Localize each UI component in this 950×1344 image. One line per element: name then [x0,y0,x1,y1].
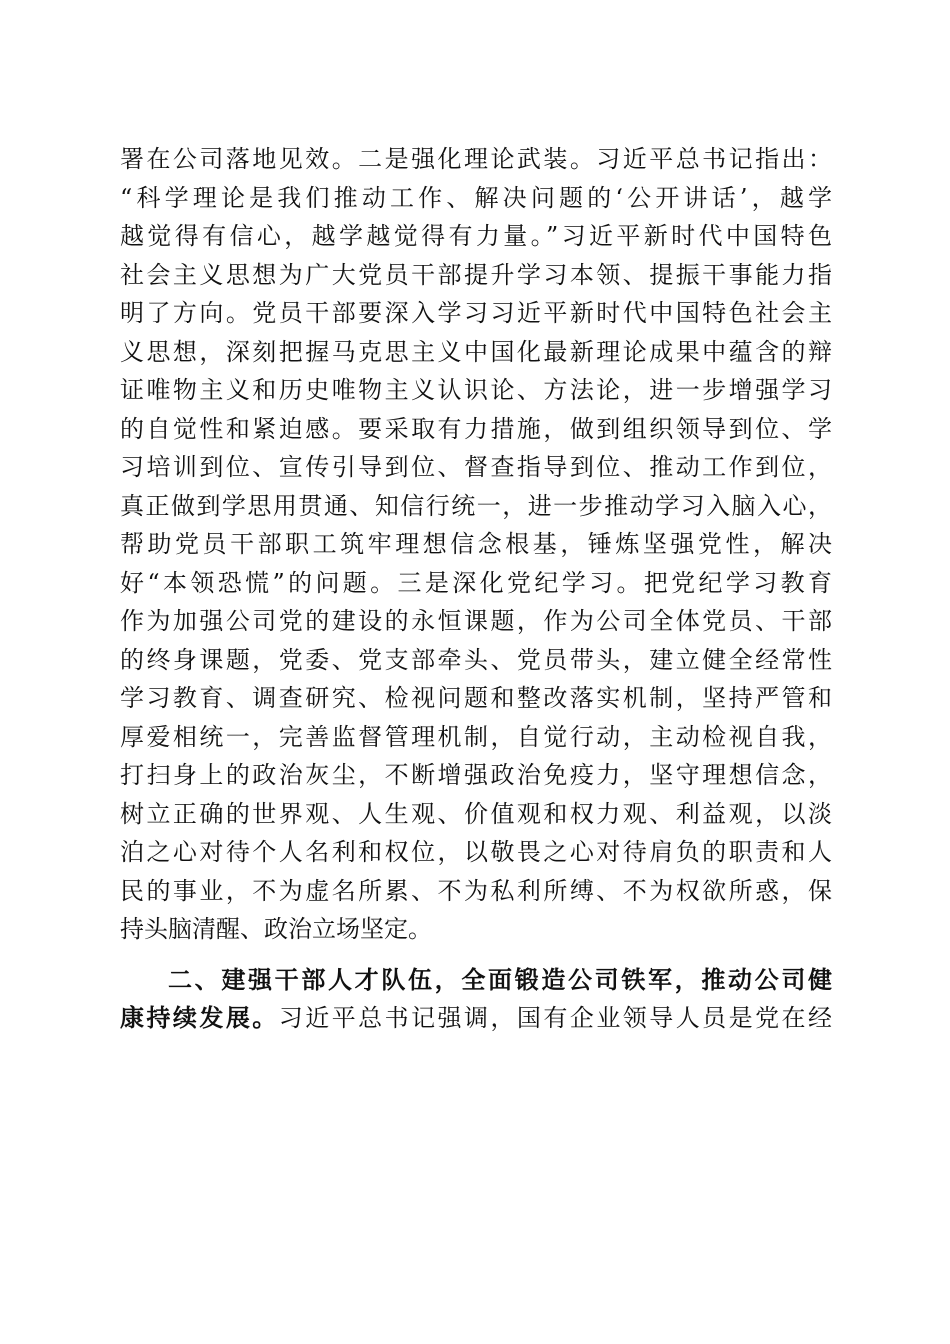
text-line: 明了方向。党员干部要深入学习习近平新时代中国特色社会主 [120,299,832,327]
text-line: 帮助党员干部职工筑牢理想信念根基，锤炼坚强党性，解决 [120,530,832,558]
body-text [120,140,832,1038]
text-line-rest: 习近平总书记强调，国有企业领导人员是党在经 [278,1004,833,1032]
text-line: 义思想，深刻把握马克思主义中国化最新理论成果中蕴含的辩 [120,337,832,366]
text-line: 署在公司落地见效。二是强化理论武装。习近平总书记指出： [120,145,832,173]
text-line [120,999,832,1038]
text-line: 作为加强公司党的建设的永恒课题，作为公司全体党员、干部 [120,607,832,635]
text-line: 树立正确的世界观、人生观、价值观和权力观、利益观，以淡 [120,799,832,828]
text-line: 打扫身上的政治灰尘，不断增强政治免疫力，坚守理想信念， [120,761,832,789]
text-line: 越觉得有信心，越学越觉得有力量。”习近平新时代中国特色 [120,222,832,250]
text-line: 学习教育、调查研究、检视问题和整改落实机制，坚持严管和 [120,684,832,712]
text-line: 厚爱相统一，完善监督管理机制，自觉行动，主动检视自我， [120,722,832,751]
text-line: 好“本领恐慌”的问题。三是深化党纪学习。把党纪学习教育 [120,568,832,597]
text-line: 真正做到学思用贯通、知信行统一，进一步推动学习入脑入心， [120,491,832,520]
paragraph-gap [120,949,832,961]
text-line: 民的事业，不为虚名所累、不为私利所缚、不为权欲所惑，保 [120,876,832,905]
section-heading: 二、建强干部人才队伍，全面锻造公司铁军，推动公司健 [168,964,832,994]
text-line: 持头脑清醒、政治立场坚定。 [120,915,432,943]
text-line: 证唯物主义和历史唯物主义认识论、方法论，进一步增强学习 [120,376,832,404]
section-heading-end: 康持续发展。 [120,1003,279,1032]
text-line: 社会主义思想为广大党员干部提升学习本领、提振干事能力指 [120,260,832,289]
text-line: 的自觉性和紧迫感。要采取有力措施，做到组织领导到位、学 [120,414,832,443]
text-line: “科学理论是我们推动工作、解决问题的‘公开讲话’，越学 [120,183,832,212]
text-line: 习培训到位、宣传引导到位、督查指导到位、推动工作到位， [120,453,832,481]
text-line: 泊之心对待个人名利和权位，以敬畏之心对待肩负的职责和人 [120,838,832,866]
text-line: 的终身课题，党委、党支部牵头、党员带头，建立健全经常性 [120,645,832,674]
